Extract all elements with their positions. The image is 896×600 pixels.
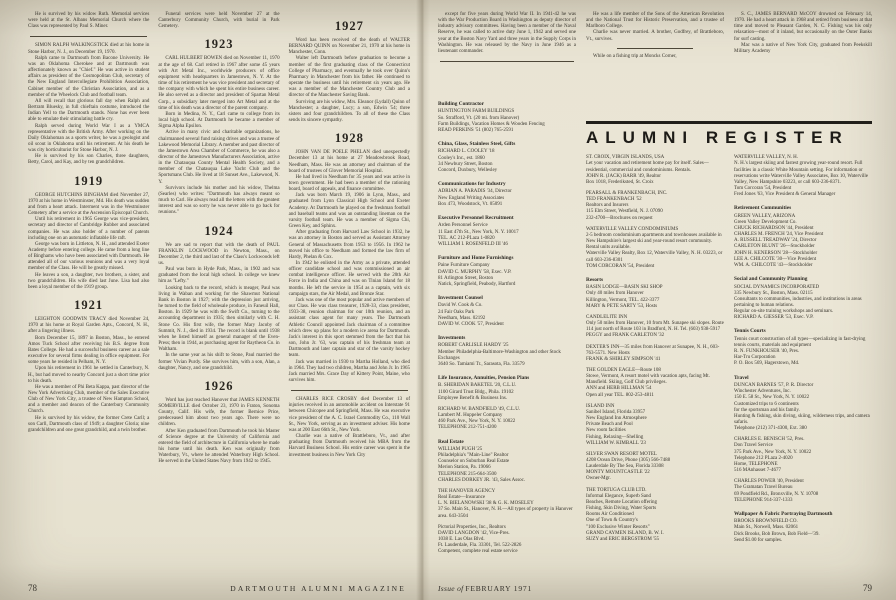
register-entry-line: SOCIAL DYNAMICS INCORPORATED (734, 284, 820, 290)
register-entry-line: TOM CORCORAN '54, President (586, 263, 655, 269)
obituary-paragraph: LEIGHTON GOODWIN TRACY died November 24, 1970 at his home at Royal Garden Apts., Concord, N. H., after a lingering illness. (28, 317, 150, 335)
register-entry-line: DAVID W. COOK '57, President (438, 321, 504, 327)
obituary-paragraph: JOHN VAN DE POELE PHELAN died unexpectedly December 13 at his home at 27 Meadowbrook Road, Needham, Mass. He was an attorney and chairman of the board of trustees of Glover Memorial Hospital. (288, 150, 410, 174)
page-number-right: 79 (863, 583, 872, 593)
obituary-paragraph: GEORGE HUTCHINS BINGHAM died November 27, 1970 at his home in Westminster, Md. His death was sudden and from a heart attack. Interment was in the Westminster Cemetery after a service at the Ascension Episcopal Church. (28, 192, 150, 217)
obituary-paragraph: While on a fishing trip at Moncks Corner, (593, 53, 677, 59)
register-entry (734, 437, 872, 474)
register-entry-line: Informal Elegance, Superb Sand (586, 493, 651, 499)
register-category-heading: Investment Counsel (438, 295, 483, 301)
class-year-heading: 1921 (74, 298, 104, 313)
register-entry (438, 489, 576, 520)
register-entry-line: N. H.'s largest skiing and fastest growing year-round resort. Full facilities in a classic White Mountain setting. For information or reservations write Waterville Valley Associates, Box 10, Waterville Valley, New Hampshire 03223, or call 603-236-8371. (734, 161, 869, 185)
obituary-paragraph: CARL HULBERT BOWEN died on November 11, 1970 at the age of 68. Carl retired in 1967 after some 45 years with Art Metal Inc., worldwide producers of office equipment with headquarters in Jamestown, N. Y. At the time of his retirement he was vice president and secretary of the company with which he spent his entire business career. He also served as a director and president of Spartan Metal Corp., a subsidiary later merged into Art Metal and at the time of his death was a director of the parent company. (158, 56, 280, 111)
register-entry-line: L. N. BIELANOWSKI '38 & G. K. MOSELEY (438, 501, 534, 507)
obituary-paragraph: Born in Medina, N. Y., Carl came to college from its local high school. At Dartmouth he became a member of Sigma Alpha Epsilon. (158, 111, 280, 130)
register-entry (586, 191, 724, 222)
obituary-paragraph: He had lived in Needham for 35 years and was active in town government. He had been a member of the rationing board, board of appeals, and finance committee. (288, 174, 410, 193)
register-entry (438, 189, 576, 207)
register-category-heading: Communications for Industry (438, 181, 506, 188)
register-entry-line: Fred Jones '63, Vice President & General Manager (734, 192, 836, 198)
issue-footer (438, 584, 532, 593)
obituary-paragraph: Looking back to the record, which is meager, Paul was living in Waban and working for the Shawmut National Bank in Boston in 1927; with the depression just arriving, he turned to the field of wholesale produce, in Faneuil Hall, Boston. In 1929 he was with the Swift Co., turning to the accounting department in 1935; then similarly with C. H. Stone Co. His first wife, the former Mary Jacoby of Summit, N. J., died in 1934. The record is blank until 1938 when he listed himself as general manager of the Even-Press; then in 1944, as purchasing agent for Raytheon Co. in Waltham. (158, 285, 280, 353)
obituary-paragraph: He was a member of Phi Beta Kappa, past director of the New York Advertising Club, member of the Sales Executive Club of New York City, a trustee of New Hampton School, and a member and deacon of the Canterbury Community Church. (28, 384, 150, 415)
class-year-heading: 1923 (204, 37, 234, 52)
register-entry (734, 519, 872, 544)
register-column-2 (586, 155, 724, 548)
register-entry (734, 214, 872, 269)
register-entry (586, 368, 724, 399)
register-entry-line: TELEPHONE 215-664-3500 (438, 471, 497, 477)
obituary-paragraph: Jack was born March 19, 1906 in Lynn, Mass., and graduated from Lynn Classical High School and Exeter Academy. At Dartmouth he played on the freshman football and baseball teams and was an outstanding lineman on the varsity football team. He was a member of Sigma Chi, Green Key, and Sphinx. (288, 193, 410, 230)
register-entry-line: Needham, Mass. 02192 (438, 315, 486, 321)
register-column-1-wrap (438, 12, 576, 560)
register-entry (586, 227, 724, 270)
obituary-paragraph: Mac was a native of New York City, graduated from Peekskill Military Academy (734, 42, 872, 54)
register-category-heading: Building Contractor (438, 101, 485, 107)
register-entry-line: TELEPHONE 914-337-1333 (734, 497, 793, 503)
obituary-paragraph: Active in many civic and charitable organizations, he chairmanned several fund raising drives and was a trustee of Lakewood Memorial Library. A member and past director of the Jamestown Area Chamber of Commerce, he was also a director of the Jamestown Manufacturers Association, active in the Chatauqua County Mental Health Society, and a member of the Chatauqua Lake Yacht Club and the Sportsmans Club. He lived at 18 Sunset Ave., Lakewood, N. Y. (158, 130, 280, 185)
register-entry-line: CHARLES POWER '40, President (734, 479, 804, 485)
class-year-heading: 1919 (74, 173, 104, 188)
register-entry-line: ST. CROIX, VIRGIN ISLANDS, USA (586, 155, 665, 161)
register-entry-line: Philadelphia's "Main-Line" Realtor (438, 453, 509, 459)
obituary-paragraph: In the same year as his shift to Stone, Paul married the former Vivian Purdy. She survives him, with a son, Alan, a daughter, Nancy, and one grandchild. (158, 353, 280, 371)
register-entry-line: RICHARD W. BANDFIELD '49, C.L.U. (438, 406, 521, 412)
register-category-heading: Real Estate (438, 438, 464, 445)
register-entry-line: 1100 Girard Trust Bldg., Phila. 19102 (438, 389, 514, 395)
obituary-paragraph: Jack was married in 1930 to Martha Holland, who died in 1964. They had two children, Martha and John Jr. In 1965 Jack married Mrs. Grace Day of Kittery Point, Maine, who survives him. (288, 359, 410, 383)
alumni-register-title: ALUMNI REGISTER (586, 121, 872, 151)
obituary-paragraph: Born December 15, 1897 in Boston, Mass., he entered Amos Tuck School after receiving his B.S. degree from Bates College. He had a successful business career as a sale executive for several firms dealing in office equipment. For some years he resided in Pelham, N. Y. (28, 335, 150, 366)
register-entry (438, 263, 576, 288)
register-entry-line: Employee Benefit & Business Ins. (438, 395, 508, 401)
register-entry-line: B. SHERIDAN BAKETEL '20, C.L.U. (438, 383, 517, 389)
register-entry-line: FRANK & SHIRLEY SIMPSON '41 (586, 356, 661, 362)
register-entry-line: for the sportsman and his family. (734, 407, 800, 413)
register-entry-line: DAVID LANGDON '42, Vice-Pres. (438, 530, 510, 536)
register-entry-line: Telephone (212) 371-4300, Ext. 380 (734, 426, 807, 432)
register-entry-line: New England Writing Associates (438, 195, 505, 201)
section-divider (617, 48, 693, 49)
register-entry-line: Member Philadelphia-Baltimore-Washington and other Stock Exchanges (438, 349, 561, 361)
register-entry-line: Waterville Valley Realty, Box 12, Waterville Valley, N. H. 03223, or call 603-236-8301 (586, 251, 723, 263)
register-entry-line: Telephone 212 PLaza 2-4020 (734, 455, 793, 461)
register-entry-line: 11 East 47th St., New York, N. Y. 10017 (438, 229, 519, 235)
register-entry-line: Tom Corcoran '54, President (734, 185, 792, 191)
register-entry-line: Beaches, Remote Location offering (586, 499, 657, 505)
register-entry (586, 404, 724, 447)
register-entry-line: Only 50 miles from Hanover, 10 from Mt. Sunapee ski slopes. Route 114 just north of Route 103 in Bradford, N. H. Tel. (603) 938-5917 (586, 321, 724, 333)
issue-date: FEBRUARY 1971 (465, 584, 532, 593)
register-entry-line: TED FRANKENBACH '52 (586, 197, 642, 203)
register-entry-line: 335 Newbury St., Boston, Mass. 02115 (734, 290, 813, 296)
register-entry (438, 149, 576, 174)
register-category-heading: Resorts (586, 276, 604, 283)
register-entry-line: 4208 Ocean Drive, Phone (305) 566-7488 (586, 458, 671, 463)
class-year-heading: 1927 (334, 19, 364, 33)
register-entry-line: ISLAND INN (586, 403, 615, 409)
register-entry-line: New room facilities (586, 428, 626, 434)
register-entry-line: David W. Cook & Co. (438, 303, 483, 309)
obituary-paragraph: Word has just reached Hanover that JAMES KENNETH SOMERVILLE died October 23, 1970 in Fraton, Sonoma County, Calif. His wife, the former Bernice Price, predeceased him about two years ago. There were no children. (158, 397, 280, 428)
register-category-heading: Tennis Courts (734, 328, 766, 335)
register-entry-line: GRAND CAYMEN ISLAND, B. W. I. (586, 530, 664, 536)
register-entry-line: Don Travel Service (734, 443, 773, 449)
magazine-name: DARTMOUTH ALUMNI MAGAZINE (230, 584, 406, 593)
register-entry-line: 3640 So. Tamiami Tr., Sarasota, Fla. 33579 (438, 361, 525, 367)
obituary-paragraph: Survivors include his mother and his widow, Thelma (Searles) who writes: "Dartmouth has always meant so much to Carl. He always read all the letters with the greatest interest and was so sorry he was never able to go back for reunions." (158, 185, 280, 216)
register-entry-line: RICHARD A. GIESSER '53, Exec. V.P. (734, 315, 814, 321)
left-page-columns (28, 12, 410, 466)
register-entry-line: CANDLELITE INN (586, 314, 628, 320)
register-entry-line: P. O. Box 569, Hagerstown, Md. (734, 361, 800, 367)
register-entry-line: WILLIAM I. ROSENFELD III '46 (438, 241, 508, 247)
obituary-paragraph: SIMON RALPH WALKINGSTICK died at his home in Stone Harbor, N. J., on December 19, 1970. (28, 43, 150, 55)
register-entry (734, 383, 872, 432)
obituary-paragraph: Charlie was never married. A brother, Godfrey, of Brattleboro, Vt., survives. (586, 30, 724, 42)
register-entry-line: 81 Arlington Street, Boston (438, 275, 493, 281)
register-entry (586, 155, 724, 186)
register-entry-line: Box 1018, Frederiksted, St. Croix (586, 179, 654, 185)
register-entry-line: ADRIAN A. PARADIS '34, Director (438, 189, 512, 195)
register-category-heading: Furniture and Home Furnishings (438, 254, 514, 261)
register-column-1 (438, 101, 576, 555)
obituary-paragraph: Ralph served during World War I as a YMCA representative with the British Army. After working on the Daily Oklahoman as a sports writer, he was a geologist and oil scout in Oklahoma until his retirement. At his death he was city horticulturist for Stone Harbor, N. J. (28, 123, 150, 154)
register-entry (438, 303, 576, 328)
obituary-column-3 (289, 12, 410, 466)
register-entry-line: RICHARD L. COOLEY '18 (438, 149, 495, 155)
class-year-heading: 1928 (334, 131, 364, 146)
register-entry-line: Fishing, Relaxing—Shelling (586, 434, 644, 440)
section-divider (291, 390, 408, 391)
register-entry-line: PEARSALL & FRANKENBACH, INC. (586, 190, 668, 196)
issue-prefix: Issue of (438, 584, 464, 593)
register-entry (438, 223, 576, 248)
register-category-heading: China, Glass, Stainless Steel, Gifts (438, 141, 516, 148)
register-entry-line: Customized trips to 6 continents (734, 401, 799, 407)
register-entry-line: SILVER SWAN RESORT MOTEL (586, 451, 657, 457)
register-entry-line: Fishing, Skin Diving, Water Sports (586, 506, 657, 512)
register-entry-line: WATERVILLE VALLEY, N. H. (734, 155, 799, 161)
left-page (0, 0, 416, 600)
register-entry (438, 525, 576, 556)
register-entry-line: THE HANOVER AGENCY (438, 488, 496, 494)
register-entry-line: Merion Station, Pa. 19066 (438, 465, 491, 471)
register-entry-line: Farm Buildings, Vacation Homes & Wooden Fencing (438, 121, 545, 127)
register-entry-line: Paine Furniture Company (438, 263, 490, 269)
register-entry-line: Regular on-site training workshops and seminars. (734, 309, 834, 315)
register-entry-line: HUNTINGTON FARM BUILDINGS (438, 109, 515, 115)
obituary-paragraph: S. C., JAMES BERNARD McCOY drowned on February 14, 1970. He had a heart attack in 1968 and retired from business at that time and moved to Pleasant Garden, N. C. Fishing was his only relaxation—most of it inland, but occasionally on the Outer Banks for surf casting. (734, 12, 872, 42)
obituary-column-1 (28, 12, 149, 466)
register-entry-line: CHARLES E. BENISCH '52, Pres. (734, 437, 805, 443)
register-category-heading: Social and Community Planning (734, 276, 808, 283)
register-entry-line: Sanibel Island, Florida 33957 (586, 409, 646, 415)
register-entry (586, 452, 724, 483)
register-entry-line: New England Inn Atmosphere (586, 416, 647, 422)
register-entry-line: READ PERKINS '51 (802) 765-2591 (438, 127, 514, 133)
register-entry-line: CHUCK RICHARDSON '44, President (734, 226, 814, 231)
register-entry-line: Owner-Mgr. (586, 476, 611, 482)
obituary-paragraph: except for five years during World War II. In 1941-42 he was with the War Production Board in Washington as deputy director of industry advisory committees. Having been a member of the Naval Reserve, he was called to active duty June 1, 1942 and served one year at the Boston Navy Yard and three years in the Supply Corps in Washington. He was released by the Navy in June 1946 as a lieutenant commander. (438, 12, 576, 54)
obituary-paragraph: After graduating from Harvard Law School in 1932, he was an attorney in Boston and served as Assistant Attorney General of Massachusetts from 1953 to 1956. In 1962 he moved his office to Needham and formed the law firm of Hardy, Phelan & Cox. (288, 230, 410, 260)
register-entry-line: MARY & PETE SARTY '53, Hosts (586, 303, 658, 309)
register-entry (734, 155, 872, 198)
register-category-heading: Life Insurance, Annuities, Pension Plans (438, 375, 530, 382)
register-entry-line: CHARLES DORKEY JR. '43, Sales Assoc. (438, 477, 526, 483)
register-entry-line: Winchester Adventures, Inc. (734, 389, 791, 395)
obituary-paragraph: He leaves a son, a daughter, two brothers, a sister, and two grandchildren. His wife died last June. Lisa had also been a loyal member of the 1919 group. (28, 272, 150, 290)
register-entry-line: The Gramatan Travel Bureau (734, 485, 793, 491)
register-entry-line: Open all year TEL. 802-253-4811 (586, 392, 654, 398)
register-entry-line: A. RUSSELL TREADWAY '24, Director (734, 238, 817, 244)
obituary-paragraph: Ralph came to Dartmouth from Bacone University. He was an Oklahoma Cherokee and at Dartmouth was affectionately known as "Chief." He was active in student affairs as president of the Cosmopolitan Club, secretary of the New England Intercollegiate Prohibition Association, Cabinet member of the Christian Association, and as a member of the Wheelock Club and football team. (28, 55, 150, 98)
register-entry-line: 24 Fair Oaks Park (438, 309, 475, 315)
register-entry-line: Send $1.00 for samples. (734, 537, 783, 543)
register-entry-line: Concord, Duxbury, Wellesley (438, 167, 498, 173)
register-category-heading: Wallpaper & Fabric Portraying Dartmouth (734, 510, 833, 517)
register-entry-line: Competent, complete real estate service (438, 549, 518, 555)
register-entry-line: WILLIAM W. KIMBALL '23 (586, 440, 646, 446)
register-entry-line: Natick, Springfield, Peabody, Hartford (438, 281, 516, 287)
register-column-3 (734, 155, 872, 549)
register-entry-line: Main St., Norwell, Mass. 02061 (734, 525, 799, 531)
obituary-paragraph: CHARLES RICE CROSBY died December 13 of injuries received in an automobile accident on Interstate 91 between Chicopee and Springfield, Mass. He was executive vice president of the A. C. Israel Commodity Co., 110 Wall St., New York, serving as an investment adviser. His home was at 200 East 66th St., New York. (288, 397, 410, 433)
obituary-paragraph: He is survived by his son Charles, three daughters, Betty, Carol, and Kay, and by ten grandchildren. (28, 154, 150, 166)
register-entry-line: THE TORTUGA CLUB LTD. (586, 487, 647, 493)
register-entry-line: PEGGY and FRANK CARLETON '32 (586, 333, 665, 339)
register-entry-line: Arden Personnel Service (438, 223, 488, 229)
register-entry-line: Counselor on Suburban Real Estate (438, 459, 510, 465)
register-entry (734, 479, 872, 504)
register-entry (438, 109, 576, 134)
obit-continuation-column-2 (586, 12, 724, 96)
class-year-heading: 1924 (204, 223, 234, 238)
register-entry-line: Hunting & fishing, skin diving, skiing, wilderness trips, and camera safaris. (734, 413, 870, 425)
register-entry-line: JOHN R. (JACK) BARR '49, Realtor (586, 173, 661, 179)
section-divider (30, 36, 147, 37)
register-entry-line: 375 Park Ave., New York, N. Y. 10022 (734, 449, 812, 455)
register-entry-line: Dick Brooks, Bob Brown, Bob Field—'39. (734, 531, 820, 537)
register-entry-line: WATERVILLE VALLEY CONDOMINIUMS (586, 226, 679, 232)
obituary-paragraph: George was born in Littleton, N. H., and attended Exeter Academy before entering college. He came from a long line of Binghams who have been associated with Dartmouth. He attended all of our various reunions and was a very loyal member of the Class. He will be greatly missed. (28, 241, 150, 272)
register-entry (438, 447, 576, 484)
register-entry-line: Lambert M. Huppeler Company (438, 413, 503, 419)
obituary-paragraph: Funeral services were held November 27 at the Canterbury Community Church, with burial in Park Cemetery. (158, 12, 280, 30)
register-entry-line: DAVID C. MURPHY '58, Exec. V.P. (438, 269, 512, 275)
obituary-paragraph: He is survived by his widow, the former Crete Carll; a son Carll, Dartmouth class of 1949; a daughter Gloria; nine grandchildren and one great grandchild, and a twin brother. (28, 415, 150, 433)
obituary-column-2 (158, 12, 279, 466)
register-entry (438, 343, 576, 368)
register-entry-line: Real Estate—Insurance (438, 495, 486, 501)
right-page (430, 0, 896, 600)
register-entry (438, 407, 576, 432)
register-entry-line: Killington, Vermont, TEL. 422-3377 (586, 297, 660, 303)
register-entry-line: JOHN H. KENERSON '28—Stockholder (734, 250, 818, 256)
register-entry-line: 37 So. Main St., Hanover, N. H.—All types of property in Hanover area. 643-3504 (438, 507, 573, 519)
book-spine-shadow (416, 0, 430, 600)
register-entry-line: Tennis court construction of all types—specializing in fast-drying tennis courts, materials and equipment (734, 336, 866, 348)
register-entry-line: CHARLES M. FRENCH '24, Vice President (734, 232, 824, 238)
section-divider (440, 61, 574, 62)
register-entry-line: 34 Newbury Street, Boston (438, 161, 493, 167)
register-category-heading: Executive Personnel Recruitment (438, 214, 514, 221)
register-entry-line: ROBERT CARLISLE HARDY '25 (438, 343, 509, 349)
obituary-paragraph: Walter left Dartmouth before graduation to become a member of the first graduating class of the Connecticut College of Pharmacy, and eventually he took over Quinn's Pharmacy in Manchester from his father. He continued to operate the business until his retirement six years ago. He was a member of the Manchester Country Club and a director of the Manchester Saving Bank. (288, 56, 410, 99)
register-entry-line: 516 MAnhasset 7-4677 (734, 468, 781, 474)
register-entry-line: BROOKS BROWNFIELD CO. (734, 519, 798, 525)
register-entry-line: So. Strafford, Vt. (20 mi. from Hanover) (438, 115, 520, 121)
register-entry-line: SUZY and ERIC BERGSTROM '55 (586, 536, 659, 542)
obituary-paragraph: After Ken graduated from Dartmouth he took his Master of Science degree at the University of California and entered the field of architecture in California where he made his home until his death. Ken was originally from Waterbury, Vt., where he attended Waterbury High School. He served in the United States Navy from 1942 to 1945. (158, 428, 280, 465)
register-category-heading: Travel (734, 374, 749, 381)
page-number-left: 78 (28, 583, 37, 593)
register-entry-line: 460 Park Ave., New York, N. Y. 10022 (438, 419, 516, 425)
register-entry-line: Lauderdale By The Sea, Florida 33308 (586, 464, 664, 470)
register-entry-line: Pictorial Properties, Inc., Realtors (438, 524, 506, 530)
obituary-paragraph: Word has been received of the death of WALTER BERNARD QUINN on November 21, 1970 at his home in Manchester, Conn. (288, 38, 410, 56)
obituary-paragraph: Jack was one of the most popular and active members of our Class. He was class treasurer, 1928-33, class president, 1933-38, reunion chairman for our 10th reunion, and an assistant class agent for many years. The Dartmouth Athletic Council appointed Jack chairman of a committee which drew up plans for a modern ice arena for Dartmouth. Jack's interest in this sport stemmed from the fact that his son, John Jr. '63, was captain of his freshman team at Dartmouth and later captain and star of the varsity hockey team. (288, 297, 410, 359)
register-entry-line: TEL. AC 212-PLaza 1-0820 (438, 235, 495, 241)
register-entry-line: One of Town & Country's (586, 518, 638, 524)
register-entry-line: 2-5 bedroom condominium apartments and townhouses available in New Hampshire's largest ski and year-round resort community. Rental units available. (586, 232, 722, 251)
register-entry-line: LEE A. CHILCOTE '30—Vice President (734, 256, 817, 262)
register-category-heading: Retirement Communities (734, 205, 792, 212)
register-entry-line: TELEPHONE 212-751-4200 (438, 425, 497, 431)
register-entry-line: Stowe, Vermont, A resort motel with vacation apts, facing Mt. Mansfield. Skiing, Golf Club privileges. (586, 374, 710, 386)
right-page-footer (438, 583, 872, 593)
register-entry-line: Box 473, Woodstock, Vt. 05091 (438, 201, 503, 207)
obituary-paragraph: Surviving are his widow, Mrs. Eleanor (Lydall) Quinn of Manchester; a daughter, Lucy; a son, Edwin '54; three sisters and four grandchildren. To all of these the Class sends its sincere sympathy. (288, 99, 410, 124)
obituary-paragraph: In 1942 he enlisted in the Army as a private, attended officer candidate school and was commissioned an air combat intelligence officer. He served with the 20th Air Force in India and China and was on Tinian Island for 18 months. He left the service in 1954 as a captain, with six campaign stars, the Air Medal, and Bronze Star. (288, 261, 410, 297)
register-entry-line: 232-4700—Brochures on request (586, 215, 653, 221)
register-entry-line: Rooms Air Conditioned (586, 512, 634, 518)
register-entry (586, 488, 724, 543)
obit-continuation-column-3 (734, 12, 872, 96)
register-entry-line: Consultants to communities, industries, and institutions in areas pertaining to human relations. (734, 296, 862, 308)
register-entry-line: "100 Exclusive Winter Resorts" (586, 524, 650, 530)
register-entry (438, 383, 576, 401)
obituary-paragraph: He was a life member of the Sons of the American Revolution and the National Trust for Historic Preservation, and a trustee of Marlboro College. (586, 12, 724, 30)
register-entry (586, 315, 724, 340)
register-entry-line: DUNCAN BARNES '57, P. R. Director (734, 383, 814, 389)
register-entry-line: Home, TELEPHONE (734, 461, 778, 467)
register-entry-line: R. N. FUNKHOUSER '40, Pres. (734, 349, 800, 355)
register-entry-line: Realtors and Insurers (586, 203, 629, 209)
register-entry-line: 1038 E. Las Olas Blvd. (438, 537, 485, 542)
register-entry-line: WM. A. CHILCOTE '43—Stockholder (734, 262, 813, 268)
obituary-paragraph: Charlie was a native of Brattleboro, Vt., and after graduating from Dartmouth received his MBA from the Harvard Business School. His entire career was spent in the investment business in New York City (288, 434, 410, 458)
left-page-footer (28, 583, 406, 593)
register-entry (586, 285, 724, 310)
obit-continuation-column-1 (438, 12, 576, 88)
obituary-paragraph: Paul was born in Hyde Park, Mass., in 1902 and was graduated from the local high school. In college we knew him as "Lefty." (158, 267, 280, 285)
register-entry (734, 337, 872, 368)
register-entry-line: Ft. Lauderdale, Fla. 33301, Tel. 522-2826 (438, 543, 522, 549)
register-entry-line: GREEN VALLEY, ARIZONA (734, 213, 796, 219)
register-entry-line: DEXTER'S INN—35 miles from Hanover at Sunapee, N. H., 603-763-5571. New Hosts (586, 344, 720, 356)
register-entry-line: WILLIAM PUGH '25 (438, 446, 483, 452)
register-entry-line: CARLETON BLUNT '26—Stockholder (734, 244, 815, 250)
register-entry-line: ANN and HERB HILLMAN '54 (586, 386, 652, 392)
register-entry-line: Let your vacation and retirement home pay for itself. Sales—residential, commercial and condominiums. Rentals. (586, 161, 709, 173)
obituary-paragraph: He is survived by his widow Ruth. Memorial services were held at the St. Albans Memorial Church where the Class was represented by Paul S. Miner. (28, 12, 150, 30)
right-page-grid (438, 12, 872, 560)
obituary-paragraph: Until his retirement in 1965 George was vice-president, secretary and director of Cambridge Rubber and associated companies. He was also holder of a number of patents including one on an automatic inflatable life raft. (28, 217, 150, 241)
register-entry-line: BASIN LODGE—BASIN SKI SHOP (586, 285, 663, 291)
register-entry-line: Green Valley Development Co. (734, 219, 797, 225)
register-entry-line: MONTY MOUNTCASTLE '22 (586, 470, 650, 476)
register-entry (734, 285, 872, 322)
register-entry-line: 150 E. 58 St., New York, N. Y. 10022 (734, 395, 810, 401)
register-entry-line: THE GOLDEN EAGLE—Route 108 (586, 367, 661, 373)
register-entry-line: Private Beach and Pool (586, 422, 633, 428)
register-entry (586, 345, 724, 363)
obituary-paragraph: We are sad to report that with the death of PAUL FRANKLIN LOCKWOOD in Newton, Mass., on December 2, the third and last of the Class's Lockwoods left us. (158, 242, 280, 266)
register-entry-line: Har-Tru Corporation (734, 355, 776, 361)
register-entry-line: 69 Pondfield Rd., Bronxville, N. Y. 10708 (734, 491, 819, 497)
register-entry-line: 115 Elm Street, Westfield, N. J. 07090 (586, 209, 663, 215)
class-year-heading: 1926 (204, 378, 234, 393)
obituary-paragraph: Upon his retirement in 1961 he settled in Canterbury, N. H., but had moved to nearby Concord just a short time prior to his death. (28, 366, 150, 384)
register-category-heading: Investments (438, 335, 466, 342)
obituary-paragraph: All will recall that glorious fall day when Ralph and Bertram Bluesky, in full chieftain costume, introduced the Indian Yell to the Dartmouth stands. None has ever been able to emulate their stimulating battle cry. (28, 98, 150, 123)
register-entry-line: Only 40 miles from Hanover (586, 291, 644, 297)
register-entry-line: Cooley's Inc., est. 1860 (438, 155, 485, 161)
